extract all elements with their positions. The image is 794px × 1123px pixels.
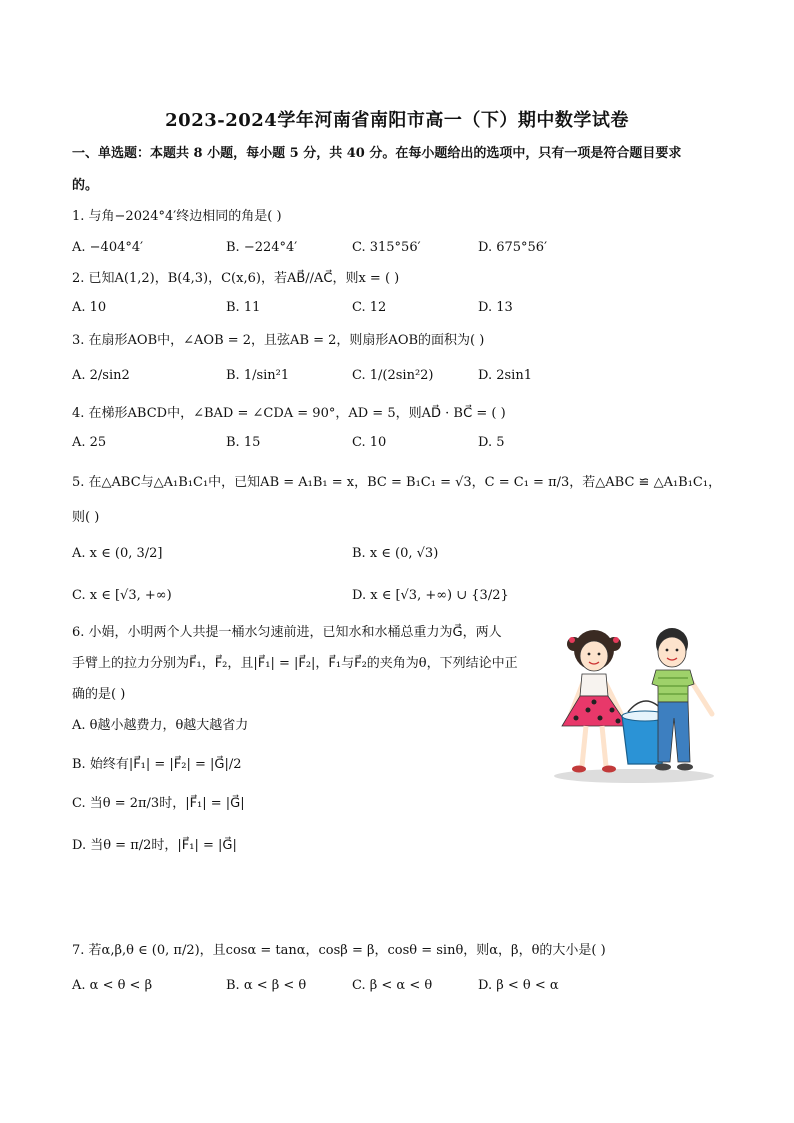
question-1-stem: 1. 与角−2024°4′终边相同的角是( ): [72, 209, 282, 224]
option-b[interactable]: B. 11: [226, 300, 261, 315]
question-2-options: [72, 300, 732, 318]
question-6-stem-cont-2: 确的是( ): [72, 687, 126, 702]
question-1-options: [72, 240, 732, 258]
option-c[interactable]: C. 10: [352, 435, 387, 450]
question-3-stem: 3. 在扇形AOB中，∠AOB = 2，且弦AB = 2，则扇形AOB的面积为( ): [72, 333, 485, 348]
question-3-options: [72, 368, 732, 386]
question-5-options-row1: [72, 546, 732, 564]
option-c[interactable]: C. 1/(2sin²2): [352, 368, 434, 383]
option-d[interactable]: D. 5: [478, 435, 505, 450]
girl-figure: [562, 630, 628, 773]
question-5-options-row2: [72, 588, 732, 606]
question-5-stem-cont: 则( ): [72, 510, 100, 525]
question-4-options: [72, 435, 732, 453]
question-5-stem: 5. 在△ABC与△A₁B₁C₁中，已知AB = A₁B₁ = x，BC = B₁C₁ = √3，C = C₁ = π/3，若△ABC ≌ △A₁B₁C₁，: [72, 475, 722, 490]
option-c[interactable]: C. 315°56′: [352, 240, 421, 255]
children-carrying-bucket-illustration: [544, 622, 724, 788]
question-2-stem: 2. 已知A(1,2)，B(4,3)，C(x,6)，若AB⃗//AC⃗，则x = ( ): [72, 271, 400, 286]
option-d[interactable]: D. 当θ = π/2时，|F⃗₁| = |G⃗|: [72, 838, 237, 853]
question-6-stem: 6. 小娟，小明两个人共提一桶水匀速前进，已知水和水桶总重力为G⃗，两人: [72, 625, 502, 640]
option-a[interactable]: A. x ∈ (0, 3/2]: [72, 546, 163, 561]
option-a[interactable]: A. α < θ < β: [72, 978, 153, 993]
boy-figure: [652, 628, 712, 771]
option-b[interactable]: B. α < β < θ: [226, 978, 307, 993]
option-a[interactable]: A. 10: [72, 300, 107, 315]
question-7-options: [72, 978, 732, 996]
option-c[interactable]: C. 12: [352, 300, 387, 315]
section-header-cont: 的。: [72, 178, 99, 193]
option-c[interactable]: C. x ∈ [√3, +∞): [72, 588, 172, 603]
page-title: 2023-2024学年河南省南阳市高一（下）期中数学试卷: [165, 110, 629, 131]
option-c[interactable]: C. 当θ = 2π/3时，|F⃗₁| = |G⃗|: [72, 796, 245, 811]
option-a[interactable]: A. −404°4′: [72, 240, 144, 255]
option-b[interactable]: B. 15: [226, 435, 261, 450]
option-a[interactable]: A. θ越小越费力，θ越大越省力: [72, 718, 249, 733]
option-d[interactable]: D. 2sin1: [478, 368, 532, 383]
section-header: 一、单选题：本题共 8 小题，每小题 5 分，共 40 分。在每小题给出的选项中，只有一项是符合题目要求: [72, 146, 682, 161]
option-d[interactable]: D. x ∈ [√3, +∞) ∪ {3/2}: [352, 588, 509, 603]
option-a[interactable]: A. 25: [72, 435, 107, 450]
question-6-stem-cont: 手臂上的拉力分别为F⃗₁，F⃗₂，且|F⃗₁| = |F⃗₂|，F⃗₁与F⃗₂的夹角为θ，下列结论中正: [72, 656, 518, 671]
option-b[interactable]: B. x ∈ (0, √3): [352, 546, 439, 561]
option-a[interactable]: A. 2/sin2: [72, 368, 130, 383]
option-d[interactable]: D. β < θ < α: [478, 978, 559, 993]
option-b[interactable]: B. 1/sin²1: [226, 368, 290, 383]
question-4-stem: 4. 在梯形ABCD中，∠BAD = ∠CDA = 90°，AD = 5，则AD⃗ · BC⃗ = ( ): [72, 406, 506, 421]
option-c[interactable]: C. β < α < θ: [352, 978, 433, 993]
option-b[interactable]: B. 始终有|F⃗₁| = |F⃗₂| = |G⃗|/2: [72, 757, 242, 772]
question-7-stem: 7. 若α,β,θ ∈ (0, π/2)，且cosα = tanα，cosβ = β，cosθ = sinθ，则α，β，θ的大小是( ): [72, 943, 606, 958]
option-d[interactable]: D. 13: [478, 300, 513, 315]
option-b[interactable]: B. −224°4′: [226, 240, 298, 255]
option-d[interactable]: D. 675°56′: [478, 240, 548, 255]
